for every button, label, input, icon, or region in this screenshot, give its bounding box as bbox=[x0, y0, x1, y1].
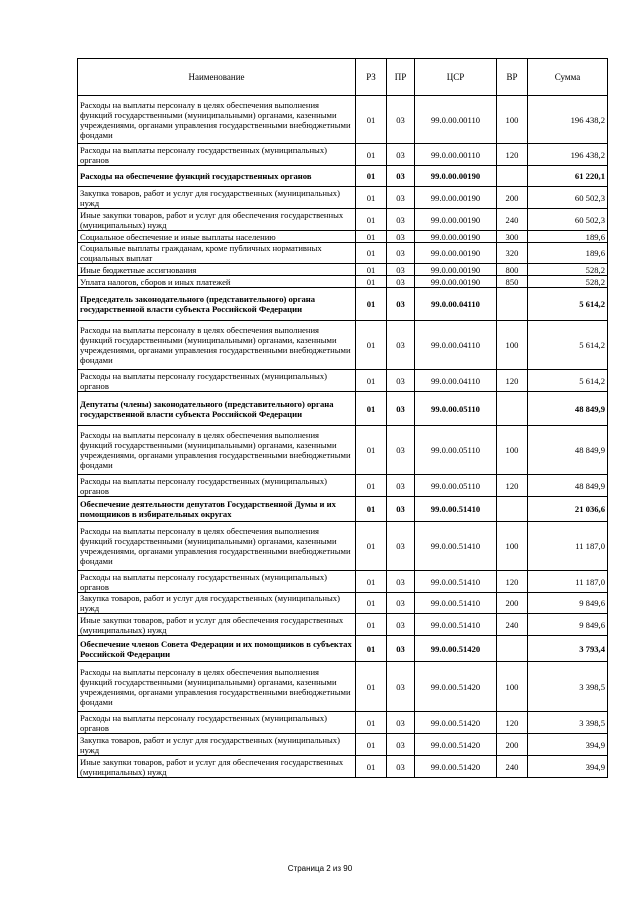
cell-pr: 03 bbox=[387, 662, 415, 712]
table-row bbox=[78, 243, 608, 264]
cell-pr: 03 bbox=[387, 144, 415, 166]
cell-pr: 03 bbox=[387, 734, 415, 756]
cell-vr bbox=[497, 288, 528, 321]
cell-vr: 100 bbox=[497, 426, 528, 475]
table-row bbox=[78, 475, 608, 497]
cell-sum: 9 849,6 bbox=[528, 593, 608, 614]
cell-vr: 120 bbox=[497, 144, 528, 166]
table-row bbox=[78, 662, 608, 712]
cell-name: Председатель законодательного (представительного) органа государственной власти субъекта Российской Федерации bbox=[78, 288, 356, 321]
table-row bbox=[78, 370, 608, 392]
cell-sum: 48 849,9 bbox=[528, 426, 608, 475]
cell-pr: 03 bbox=[387, 370, 415, 392]
table-body bbox=[78, 96, 608, 778]
cell-csr: 99.0.00.05110 bbox=[415, 426, 497, 475]
cell-vr: 800 bbox=[497, 264, 528, 276]
table-row bbox=[78, 522, 608, 571]
table-row-section bbox=[78, 636, 608, 662]
cell-pr: 03 bbox=[387, 426, 415, 475]
cell-pr: 03 bbox=[387, 636, 415, 662]
cell-sum: 196 438,2 bbox=[528, 96, 608, 144]
cell-vr: 300 bbox=[497, 231, 528, 243]
cell-name: Закупка товаров, работ и услуг для государственных (муниципальных) нужд bbox=[78, 734, 356, 756]
table-row-section bbox=[78, 166, 608, 187]
cell-sum: 5 614,2 bbox=[528, 370, 608, 392]
cell-sum: 60 502,3 bbox=[528, 209, 608, 231]
cell-csr: 99.0.00.51410 bbox=[415, 522, 497, 571]
cell-csr: 99.0.00.04110 bbox=[415, 288, 497, 321]
cell-name: Расходы на выплаты персоналу в целях обеспечения выполнения функций государственными (муниципальными) органами, казенными учреждениями, органами управления государственными внебюджетными фондами bbox=[78, 321, 356, 370]
table-row-section bbox=[78, 392, 608, 426]
cell-name: Иные бюджетные ассигнования bbox=[78, 264, 356, 276]
cell-vr: 100 bbox=[497, 321, 528, 370]
table-row-section bbox=[78, 288, 608, 321]
cell-vr: 200 bbox=[497, 187, 528, 209]
cell-name: Социальные выплаты гражданам, кроме публичных нормативных социальных выплат bbox=[78, 243, 356, 264]
cell-name: Расходы на выплаты персоналу государственных (муниципальных) органов bbox=[78, 144, 356, 166]
cell-rz: 01 bbox=[356, 231, 387, 243]
table-row-section bbox=[78, 497, 608, 522]
cell-vr: 850 bbox=[497, 276, 528, 288]
cell-name: Расходы на обеспечение функций государственных органов bbox=[78, 166, 356, 187]
budget-table bbox=[77, 58, 608, 778]
cell-csr: 99.0.00.05110 bbox=[415, 392, 497, 426]
cell-rz: 01 bbox=[356, 636, 387, 662]
cell-pr: 03 bbox=[387, 187, 415, 209]
cell-pr: 03 bbox=[387, 231, 415, 243]
cell-vr bbox=[497, 636, 528, 662]
cell-sum: 11 187,0 bbox=[528, 522, 608, 571]
cell-rz: 01 bbox=[356, 144, 387, 166]
table-row bbox=[78, 426, 608, 475]
header-sum: Сумма bbox=[528, 59, 608, 96]
cell-csr: 99.0.00.00190 bbox=[415, 264, 497, 276]
cell-sum: 48 849,9 bbox=[528, 475, 608, 497]
cell-pr: 03 bbox=[387, 321, 415, 370]
cell-csr: 99.0.00.51420 bbox=[415, 662, 497, 712]
cell-pr: 03 bbox=[387, 475, 415, 497]
cell-csr: 99.0.00.00190 bbox=[415, 209, 497, 231]
cell-csr: 99.0.00.51410 bbox=[415, 571, 497, 593]
cell-pr: 03 bbox=[387, 392, 415, 426]
header-csr: ЦСР bbox=[415, 59, 497, 96]
table-row bbox=[78, 231, 608, 243]
table-row bbox=[78, 264, 608, 276]
header-row bbox=[78, 59, 608, 96]
cell-rz: 01 bbox=[356, 370, 387, 392]
cell-pr: 03 bbox=[387, 276, 415, 288]
cell-csr: 99.0.00.00190 bbox=[415, 276, 497, 288]
table-row bbox=[78, 571, 608, 593]
cell-vr: 100 bbox=[497, 96, 528, 144]
cell-pr: 03 bbox=[387, 522, 415, 571]
cell-rz: 01 bbox=[356, 571, 387, 593]
cell-rz: 01 bbox=[356, 712, 387, 734]
cell-vr: 120 bbox=[497, 571, 528, 593]
cell-name: Иные закупки товаров, работ и услуг для обеспечения государственных (муниципальных) нужд bbox=[78, 614, 356, 636]
cell-sum: 189,6 bbox=[528, 231, 608, 243]
cell-rz: 01 bbox=[356, 497, 387, 522]
cell-vr: 100 bbox=[497, 662, 528, 712]
cell-vr: 320 bbox=[497, 243, 528, 264]
cell-pr: 03 bbox=[387, 166, 415, 187]
cell-pr: 03 bbox=[387, 209, 415, 231]
table-row bbox=[78, 209, 608, 231]
cell-sum: 3 398,5 bbox=[528, 662, 608, 712]
cell-sum: 394,9 bbox=[528, 734, 608, 756]
cell-csr: 99.0.00.05110 bbox=[415, 475, 497, 497]
cell-pr: 03 bbox=[387, 243, 415, 264]
cell-rz: 01 bbox=[356, 475, 387, 497]
cell-sum: 5 614,2 bbox=[528, 321, 608, 370]
cell-name: Уплата налогов, сборов и иных платежей bbox=[78, 276, 356, 288]
cell-sum: 21 036,6 bbox=[528, 497, 608, 522]
cell-pr: 03 bbox=[387, 264, 415, 276]
cell-rz: 01 bbox=[356, 276, 387, 288]
header-rz: РЗ bbox=[356, 59, 387, 96]
cell-name: Расходы на выплаты персоналу государственных (муниципальных) органов bbox=[78, 712, 356, 734]
cell-rz: 01 bbox=[356, 288, 387, 321]
cell-name: Расходы на выплаты персоналу государственных (муниципальных) органов bbox=[78, 370, 356, 392]
cell-sum: 48 849,9 bbox=[528, 392, 608, 426]
cell-vr bbox=[497, 392, 528, 426]
cell-name: Депутаты (члены) законодательного (представительного) органа государственной власти субъекта Российской Федерации bbox=[78, 392, 356, 426]
table-row bbox=[78, 276, 608, 288]
cell-name: Расходы на выплаты персоналу государственных (муниципальных) органов bbox=[78, 571, 356, 593]
table-row bbox=[78, 614, 608, 636]
cell-vr: 240 bbox=[497, 614, 528, 636]
cell-csr: 99.0.00.00110 bbox=[415, 96, 497, 144]
cell-csr: 99.0.00.00190 bbox=[415, 243, 497, 264]
cell-rz: 01 bbox=[356, 522, 387, 571]
cell-vr: 100 bbox=[497, 522, 528, 571]
cell-rz: 01 bbox=[356, 209, 387, 231]
cell-pr: 03 bbox=[387, 712, 415, 734]
cell-sum: 394,9 bbox=[528, 756, 608, 778]
cell-csr: 99.0.00.00190 bbox=[415, 166, 497, 187]
cell-vr: 120 bbox=[497, 712, 528, 734]
cell-sum: 528,2 bbox=[528, 264, 608, 276]
cell-vr bbox=[497, 497, 528, 522]
cell-vr: 240 bbox=[497, 756, 528, 778]
table-row bbox=[78, 96, 608, 144]
cell-sum: 9 849,6 bbox=[528, 614, 608, 636]
cell-name: Иные закупки товаров, работ и услуг для обеспечения государственных (муниципальных) нужд bbox=[78, 756, 356, 778]
table-header bbox=[78, 59, 608, 96]
cell-name: Расходы на выплаты персоналу в целях обеспечения выполнения функций государственными (муниципальными) органами, казенными учреждениями, органами управления государственными внебюджетными фондами bbox=[78, 96, 356, 144]
cell-vr bbox=[497, 166, 528, 187]
cell-csr: 99.0.00.00190 bbox=[415, 231, 497, 243]
cell-pr: 03 bbox=[387, 96, 415, 144]
table-row bbox=[78, 593, 608, 614]
cell-pr: 03 bbox=[387, 288, 415, 321]
table-row bbox=[78, 144, 608, 166]
cell-rz: 01 bbox=[356, 392, 387, 426]
cell-csr: 99.0.00.51420 bbox=[415, 712, 497, 734]
cell-name: Расходы на выплаты персоналу в целях обеспечения выполнения функций государственными (муниципальными) органами, казенными учреждениями, органами управления государственными внебюджетными фондами bbox=[78, 426, 356, 475]
cell-vr: 200 bbox=[497, 593, 528, 614]
cell-sum: 60 502,3 bbox=[528, 187, 608, 209]
cell-sum: 196 438,2 bbox=[528, 144, 608, 166]
cell-rz: 01 bbox=[356, 264, 387, 276]
cell-name: Расходы на выплаты персоналу в целях обеспечения выполнения функций государственными (муниципальными) органами, казенными учреждениями, органами управления государственными внебюджетными фондами bbox=[78, 522, 356, 571]
cell-rz: 01 bbox=[356, 243, 387, 264]
cell-rz: 01 bbox=[356, 756, 387, 778]
cell-rz: 01 bbox=[356, 614, 387, 636]
cell-csr: 99.0.00.51410 bbox=[415, 593, 497, 614]
table-row bbox=[78, 712, 608, 734]
page-number: Страница 2 из 90 bbox=[287, 864, 353, 873]
cell-csr: 99.0.00.51410 bbox=[415, 614, 497, 636]
table-row bbox=[78, 321, 608, 370]
cell-csr: 99.0.00.51410 bbox=[415, 497, 497, 522]
cell-pr: 03 bbox=[387, 756, 415, 778]
cell-rz: 01 bbox=[356, 187, 387, 209]
cell-sum: 11 187,0 bbox=[528, 571, 608, 593]
cell-vr: 120 bbox=[497, 475, 528, 497]
cell-csr: 99.0.00.04110 bbox=[415, 370, 497, 392]
cell-csr: 99.0.00.04110 bbox=[415, 321, 497, 370]
cell-pr: 03 bbox=[387, 497, 415, 522]
table-row bbox=[78, 734, 608, 756]
header-name: Наименование bbox=[78, 59, 356, 96]
cell-csr: 99.0.00.51420 bbox=[415, 756, 497, 778]
cell-vr: 240 bbox=[497, 209, 528, 231]
header-vr: ВР bbox=[497, 59, 528, 96]
cell-name: Обеспечение деятельности депутатов Государственной Думы и их помощников в избирательных округах bbox=[78, 497, 356, 522]
cell-vr: 200 bbox=[497, 734, 528, 756]
cell-csr: 99.0.00.00110 bbox=[415, 144, 497, 166]
cell-name: Расходы на выплаты персоналу государственных (муниципальных) органов bbox=[78, 475, 356, 497]
cell-name: Иные закупки товаров, работ и услуг для обеспечения государственных (муниципальных) нужд bbox=[78, 209, 356, 231]
cell-rz: 01 bbox=[356, 166, 387, 187]
cell-csr: 99.0.00.51420 bbox=[415, 734, 497, 756]
cell-name: Социальное обеспечение и иные выплаты населению bbox=[78, 231, 356, 243]
cell-sum: 189,6 bbox=[528, 243, 608, 264]
cell-pr: 03 bbox=[387, 614, 415, 636]
cell-sum: 528,2 bbox=[528, 276, 608, 288]
cell-rz: 01 bbox=[356, 734, 387, 756]
cell-name: Закупка товаров, работ и услуг для государственных (муниципальных) нужд bbox=[78, 593, 356, 614]
header-pr: ПР bbox=[387, 59, 415, 96]
table-row bbox=[78, 756, 608, 778]
table-row bbox=[78, 187, 608, 209]
cell-name: Закупка товаров, работ и услуг для государственных (муниципальных) нужд bbox=[78, 187, 356, 209]
cell-sum: 61 220,1 bbox=[528, 166, 608, 187]
cell-rz: 01 bbox=[356, 321, 387, 370]
cell-name: Расходы на выплаты персоналу в целях обеспечения выполнения функций государственными (муниципальными) органами, казенными учреждениями, органами управления государственными внебюджетными фондами bbox=[78, 662, 356, 712]
cell-sum: 3 398,5 bbox=[528, 712, 608, 734]
cell-csr: 99.0.00.00190 bbox=[415, 187, 497, 209]
cell-pr: 03 bbox=[387, 593, 415, 614]
cell-sum: 5 614,2 bbox=[528, 288, 608, 321]
cell-pr: 03 bbox=[387, 571, 415, 593]
cell-name: Обеспечение членов Совета Федерации и их помощников в субъектах Российской Федерации bbox=[78, 636, 356, 662]
cell-vr: 120 bbox=[497, 370, 528, 392]
cell-rz: 01 bbox=[356, 662, 387, 712]
cell-csr: 99.0.00.51420 bbox=[415, 636, 497, 662]
cell-rz: 01 bbox=[356, 426, 387, 475]
cell-rz: 01 bbox=[356, 593, 387, 614]
cell-sum: 3 793,4 bbox=[528, 636, 608, 662]
cell-rz: 01 bbox=[356, 96, 387, 144]
